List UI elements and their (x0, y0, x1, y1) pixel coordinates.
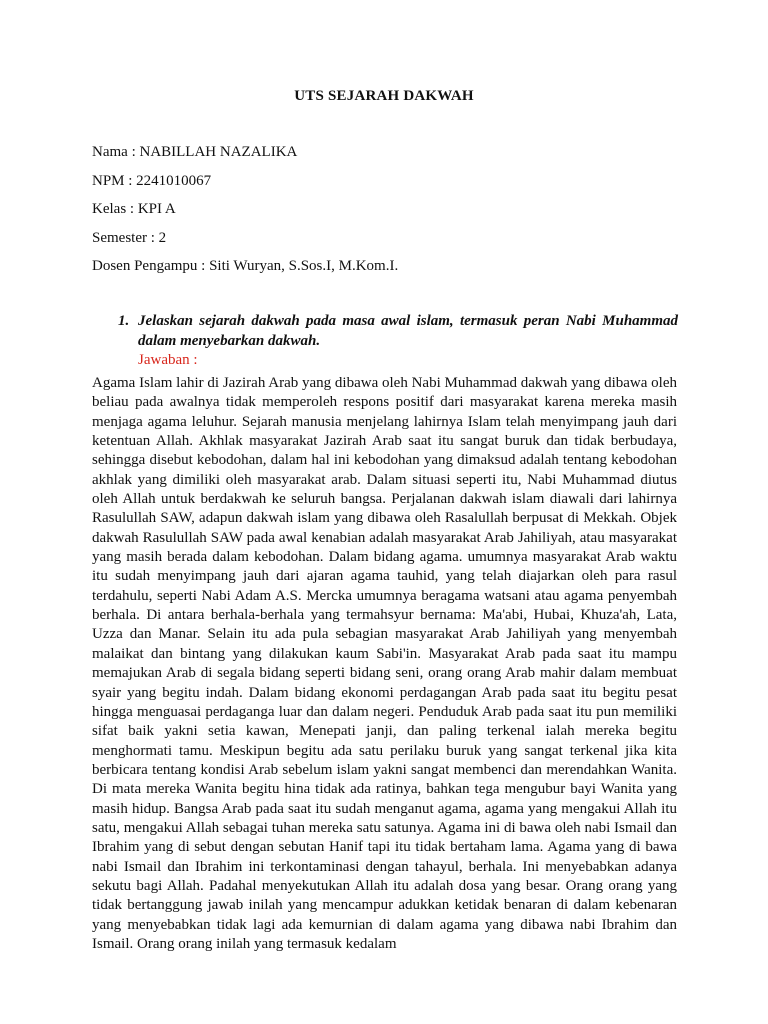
info-lecturer: Dosen Pengampu : Siti Wuryan, S.Sos.I, M.Kom.I. (92, 258, 399, 274)
document-title: UTS SEJARAH DAKWAH (294, 88, 474, 104)
info-name: Nama : NABILLAH NAZALIKA (92, 144, 298, 160)
answer-paragraph: Agama Islam lahir di Jazirah Arab yang dibawa oleh Nabi Muhammad dakwah yang dibawa oleh beliau pada awalnya tidak memperoleh respons positif dari masyarakat karena mereka masih menjaga agama leluhur. Sejarah manusia menjelang lahirnya Islam telah menyimpang jauh dari ketentuan Allah. Akhlak masyarakat Jazirah Arab saat itu sangat buruk dan tidak berbudaya, sehingga disebut kebodohan, dalam hal ini kebodohan yang dimaksud adalah tentang kebodohan akhlak yang dimiliki oleh masyarakat arab. Dalam situasi seperti itu, Nabi Muhammad diutus oleh Allah untuk berdakwah ke seluruh bangsa. Perjalanan dakwah islam diawali dari lahirnya Rasulullah SAW, adapun dakwah islam yang dibawa oleh Rasalullah berpusat di Mekkah. Objek dakwah Rasulullah SAW pada awal kenabian adalah masyarakat Arab Jahiliyah, atau masyarakat yang masih berada dalam kebodohan. Dalam bidang agama. umumnya masyarakat Arab waktu itu sudah menyimpang jauh dari ajaran agama tauhid, yang telah diajarkan oleh para rasul terdahulu, seperti Nabi Adam A.S. Mercka umumnya beragama watsani atau agama penyembah berhala. Di antara berhala-berhala yang termahsyur bernama: Ma'abi, Hubai, Khuza'ah, Lata, Uzza dan Manar. Selain itu ada pula sebagian masyarakat Arab Jahiliyah yang menyembah malaikat dan bintang yang dilakukan kaum Sabi'in. Masyarakat Arab pada saat itu mampu memajukan Arab di segala bidang seperti bidang seni, orang orang Arab mahir dalam membuat syair yang begitu indah. Dalam bidang ekonomi perdagangan Arab pada saat itu begitu pesat hingga menguasai perdaganga luar dan dalam negeri. Penduduk Arab pada saat itu pun memiliki sifat baik yakni setia kawan, Menepati janji, dan paling terkenal ialah mereka begitu menghormati tamu. Meskipun begitu ada satu perilaku buruk yang sangat terkenal jika kita berbicara tentang kondisi Arab sebelum islam yakni sangat membenci dan merendahkan Wanita. Di mata mereka Wanita begitu hina tidak ada ratinya, bahkan tega mengubur bayi Wanita yang masih hidup. Bangsa Arab pada saat itu sudah menganut agama, agama yang mengakui Allah itu satu, mengakui Allah sebagai tuhan mereka satu satunya. Agama ini di bawa oleh nabi Ismail dan Ibrahim yang di sebut dengan sebutan Hanif tapi itu tidak bertaham lama. Agama yang di bawa nabi Ismail dan Ibrahim ini terkontaminasi dengan tahayul, berhala. Ini menyebabkan adanya sekutu bagi Allah. Padahal menyekutukan Allah itu adalah dosa yang besar. Orang orang yang tidak bertanggung jawab inilah yang mencampur adukkan ketidak benaran di dalam kebenaran yang menyebabkan tidak lagi ada kemurnian di dalam agama yang dibawa nabi Ibrahim dan Ismail. Orang orang inilah yang termasuk kedalam (92, 375, 677, 952)
answer-label: Jawaban : (138, 352, 198, 368)
student-info (92, 142, 398, 285)
question-number: 1. (118, 313, 130, 329)
info-class: Kelas : KPI A (92, 201, 176, 217)
info-npm: NPM : 2241010067 (92, 172, 212, 189)
info-semester: Semester : 2 (92, 229, 167, 246)
question-1 (118, 312, 678, 371)
question-text: Jelaskan sejarah dakwah pada masa awal islam, termasuk peran Nabi Muhammad dalam menyebarkan dakwah. (138, 313, 678, 349)
